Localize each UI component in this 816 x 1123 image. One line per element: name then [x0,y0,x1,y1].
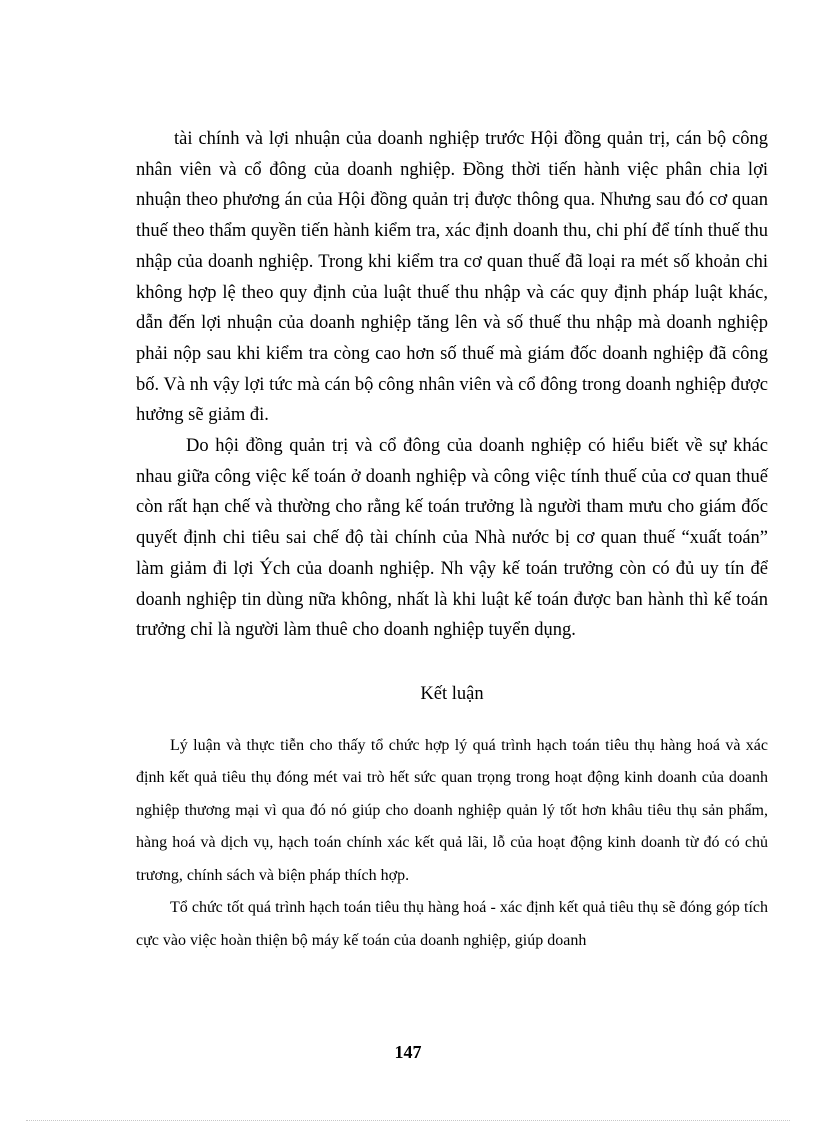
page-number: 147 [394,1042,422,1062]
conclusion-paragraph-2: Tổ chức tốt quá trình hạch toán tiêu thụ hàng hoá - xác định kết quả tiêu thụ sẽ đóng góp tích cực vào việc hoàn thiện bộ máy kế toán của doanh nghiệp, giúp doanh [136,899,768,949]
body-paragraph-2: Do hội đồng quản trị và cổ đông của doanh nghiệp có hiểu biết về sự khác nhau giữa công việc kế toán ở doanh nghiệp và công việc tính thuế của cơ quan thuế còn rất hạn chế và thường cho rằng kế toán trưởng là người tham mưu cho giám đốc quyết định chi tiêu sai chế độ tài chính của Nhà nước bị cơ quan thuế “xuất toán” làm giảm đi lợi Ých của doanh nghiệp. Nh vậy kế toán trưởng còn có đủ uy tín để doanh nghiệp tin dùng nữa không, nhất là khi luật kế toán được ban hành thì kế toán trưởng chỉ là người làm thuê cho doanh nghiệp tuyển dụng. [136,436,768,641]
conclusion-heading: Kết luận [420,683,484,704]
body-paragraph-1: tài chính và lợi nhuận của doanh nghiệp trước Hội đồng quản trị, cán bộ công nhân viên và cổ đông của doanh nghiệp. Đồng thời tiến hành việc phân chia lợi nhuận theo phương án của Hội đồng quản trị được thông qua. Nhưng sau đó cơ quan thuế theo thẩm quyền tiến hành kiểm tra, xác định doanh thu, chi phí để tính thuế thu nhập của doanh nghiệp. Trong khi kiểm tra cơ quan thuế đã loại ra mét số khoản chi không hợp lệ theo quy định của luật thuế thu nhập và các quy định pháp luật khác, dẫn đến lợi nhuận của doanh nghiệp tăng lên và số thuế thu nhập mà doanh nghiệp phải nộp sau khi kiểm tra còng cao hơn số thuế mà giám đốc doanh nghiệp đã công bố. Và nh vậy lợi tức mà cán bộ công nhân viên và cổ đông trong doanh nghiệp được hưởng sẽ giảm đi. [136,129,768,426]
conclusion-paragraph-1: Lý luận và thực tiễn cho thấy tổ chức hợp lý quá trình hạch toán tiêu thụ hàng hoá và xác định kết quả tiêu thụ đóng mét vai trò hết sức quan trọng trong hoạt động kinh doanh của doanh nghiệp thương mại vì qua đó nó giúp cho doanh nghiệp quản lý tốt hơn khâu tiêu thụ sản phẩm, hàng hoá và dịch vụ, hạch toán chính xác kết quả lãi, lỗ của hoạt động kinh doanh từ đó có chủ trương, chính sách và biện pháp thích hợp. [136,736,768,884]
document-body [136,124,768,957]
footer-divider [26,1120,790,1121]
